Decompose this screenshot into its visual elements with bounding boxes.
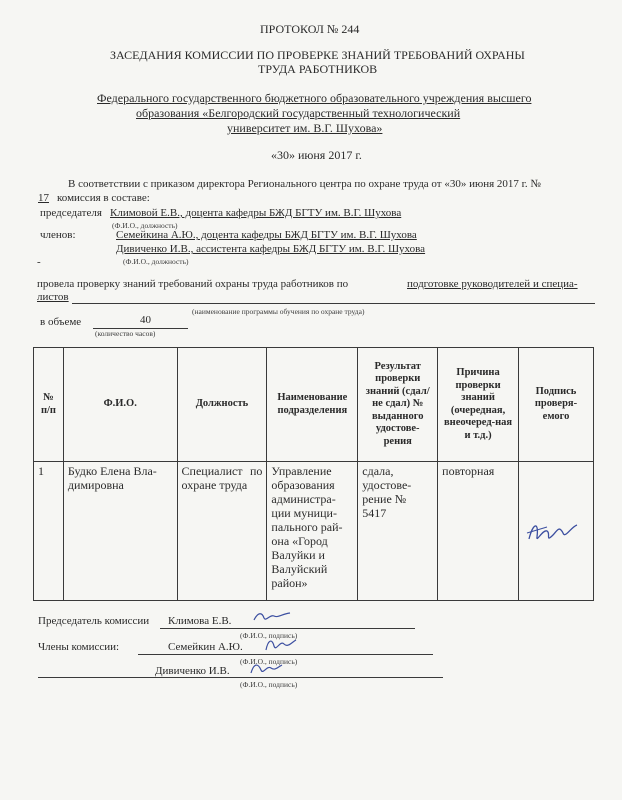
table-row [34, 462, 594, 601]
protocol-number: ПРОТОКОЛ № 244 [260, 22, 360, 36]
order-line-1: В соответствии с приказом директора Регионального центра по охране труда от «30» июня 2017 г. № [68, 178, 541, 190]
col-department: Наименование подразделения [267, 348, 358, 462]
title-line-2: ТРУДА РАБОТНИКОВ [258, 62, 378, 76]
org-line-3: университет им. В.Г. Шухова» [227, 121, 383, 135]
col-position: Должность [177, 348, 267, 462]
results-table [33, 347, 594, 601]
hint-sign-3: (Ф.И.О., подпись) [240, 680, 298, 689]
order-line-2: комиссия в составе: [57, 192, 150, 204]
check-program-2: листов [37, 291, 69, 303]
cell-signature [519, 462, 594, 601]
col-reason: Причина проверки знаний (очередная, внеочеред-ная и т.д.) [438, 348, 519, 462]
signature-mark [523, 511, 583, 551]
member1-sign-line [138, 654, 433, 655]
program-underline [72, 303, 595, 304]
member2-signature [248, 658, 284, 678]
footer-member-2: Дивиченко И.В. [155, 665, 230, 677]
footer-chair-name: Климова Е.В. [168, 615, 232, 627]
hint-fio-position-2: (Ф.И.О., должность) [123, 257, 189, 266]
hint-program: (наименование программы обучения по охране труда) [192, 307, 365, 316]
col-fio: Ф.И.О. [63, 348, 177, 462]
chair-signature [252, 608, 292, 626]
volume-label: в объеме [40, 316, 82, 328]
col-signature: Подпись проверя-емого [519, 348, 594, 462]
cell-num: 1 [34, 462, 64, 601]
footer-members-label: Члены комиссии: [38, 641, 120, 653]
cell-result: сдала, удостове-рение № 5417 [358, 462, 438, 601]
chair-value: Климовой Е.В., доцента кафедры БЖД БГТУ им. В.Г. Шухова [110, 207, 402, 219]
cell-fio: Будко Елена Вла-димировна [63, 462, 177, 601]
cell-reason: повторная [438, 462, 519, 601]
member1-signature [262, 634, 298, 654]
cell-department: Управление образования администра-ции муници-пального рай-она «Город Валуйки и Валуйский район» [267, 462, 358, 601]
members-label: членов: [40, 229, 76, 241]
org-line-1: Федерального государственного бюджетного образовательного учреждения высшего [97, 91, 532, 105]
cell-position: Специалист по охране труда [177, 462, 267, 601]
dash-mark: - [37, 256, 41, 268]
hint-hours: (количество часов) [95, 329, 156, 338]
col-result: Результат проверки знаний (сдал/ не сдал) № выданного удостове-рения [358, 348, 438, 462]
check-prefix: провела проверку знаний требований охраны труда работников по [37, 278, 349, 290]
hint-sign-1: (Ф.И.О., подпись) [240, 631, 298, 640]
footer-member-1: Семейкин А.Ю. [168, 641, 243, 653]
member-1: Семейкина А.Ю., доцента кафедры БЖД БГТУ им. В.Г. Шухова [116, 229, 417, 241]
member-2: Дивиченко И.В., ассистента кафедры БЖД БГТУ им. В.Г. Шухова [116, 243, 426, 255]
chair-label: председателя [40, 207, 102, 219]
hint-fio-position: (Ф.И.О., должность) [112, 221, 178, 230]
order-number: 17 [38, 192, 49, 204]
table-header-row [34, 348, 594, 462]
chair-sign-line [160, 628, 415, 629]
col-num: № п/п [34, 348, 64, 462]
volume-value: 40 [140, 314, 151, 326]
title-line-1: ЗАСЕДАНИЯ КОМИССИИ ПО ПРОВЕРКЕ ЗНАНИЙ ТРЕБОВАНИЙ ОХРАНЫ [110, 48, 525, 62]
member2-sign-line [38, 677, 443, 678]
check-program-1: подготовке руководителей и специа- [407, 278, 578, 290]
org-line-2: образования «Белгородский государственный технологический [136, 106, 461, 120]
protocol-date: «30» июня 2017 г. [271, 148, 362, 162]
hint-sign-2: (Ф.И.О., подпись) [240, 657, 298, 666]
footer-chair-label: Председатель комиссии [38, 615, 150, 627]
